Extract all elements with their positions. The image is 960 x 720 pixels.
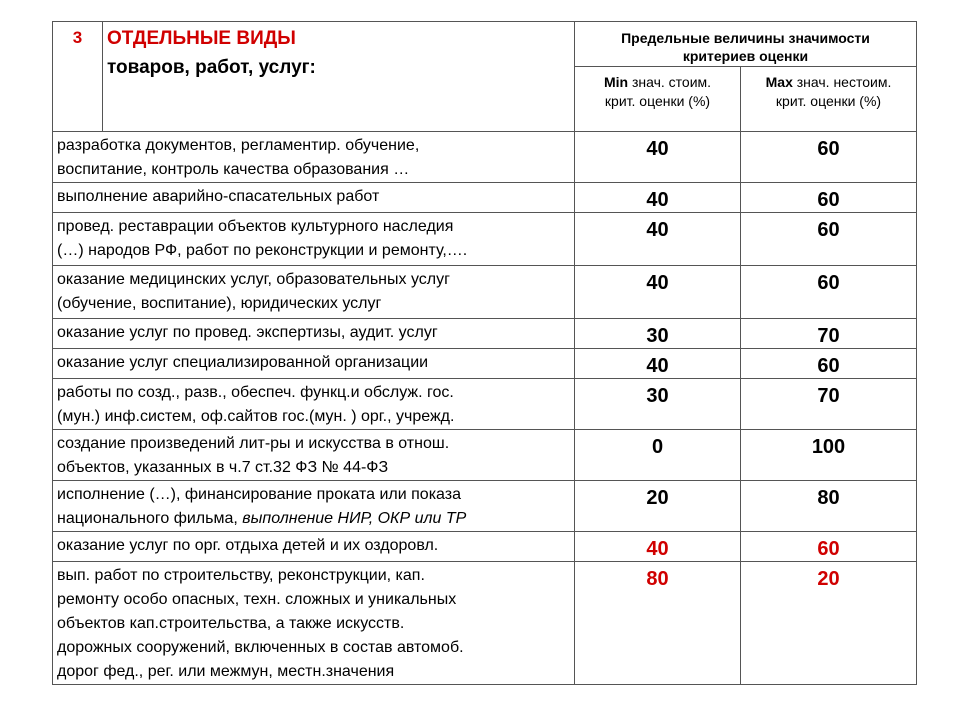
description-line: (обучение, воспитание), юридических услуг	[57, 295, 382, 312]
row-description	[53, 349, 575, 379]
description-line: (мун.) инф.систем, оф.сайтов гос.(мун. ) орг., учрежд.	[57, 408, 455, 425]
table-row	[53, 349, 917, 379]
min-value: 0	[575, 430, 741, 481]
min-abbr: Min	[603, 74, 629, 90]
description-line: дорожных сооружений, включенных в состав автомоб.	[57, 639, 464, 656]
header-row-top	[53, 22, 917, 67]
min-header-line2: крит. оценки (%)	[604, 93, 711, 109]
min-column-header	[575, 67, 741, 132]
description-line: создание произведений лит-ры и искусства в отнош.	[57, 435, 450, 452]
description-line: объектов, указанных в ч.7 ст.32 ФЗ № 44-ФЗ	[57, 459, 389, 476]
table-row	[53, 213, 917, 266]
min-value: 40	[575, 183, 741, 213]
description-line: дорог фед., рег. или межмун, местн.значения	[57, 663, 395, 680]
max-header-line1: знач. нестоим.	[792, 74, 892, 90]
description-text: национального фильма,	[57, 510, 243, 527]
limits-header-line2: критериев оценки	[682, 48, 809, 64]
section-number: 3	[53, 22, 103, 132]
description-line: оказание услуг по провед. экспертизы, аудит. услуг	[57, 324, 438, 341]
min-value: 40	[575, 213, 741, 266]
table-row	[53, 562, 917, 685]
max-value: 60	[741, 349, 917, 379]
max-value: 60	[741, 532, 917, 562]
description-line	[57, 507, 570, 531]
min-value: 30	[575, 379, 741, 430]
table-row	[53, 430, 917, 481]
section-title: ОТДЕЛЬНЫЕ ВИДЫ	[107, 28, 296, 49]
max-value: 60	[741, 213, 917, 266]
max-value: 70	[741, 379, 917, 430]
limits-header	[575, 22, 917, 67]
row-description	[53, 430, 575, 481]
table-row	[53, 379, 917, 430]
table-row	[53, 532, 917, 562]
description-line: исполнение (…), финансирование проката или показа	[57, 486, 461, 503]
description-line: оказание медицинских услуг, образовательных услуг	[57, 271, 450, 288]
min-header-line1: знач. стоим.	[628, 74, 712, 90]
section-title-cell	[103, 22, 575, 132]
table-row	[53, 319, 917, 349]
description-line: оказание услуг по орг. отдыха детей и их оздоровл.	[57, 537, 439, 554]
min-value: 20	[575, 481, 741, 532]
table-row	[53, 481, 917, 532]
criteria-table	[52, 21, 917, 685]
section-subtitle: товаров, работ, услуг:	[107, 57, 316, 78]
row-description	[53, 132, 575, 183]
max-abbr: Max	[765, 74, 793, 90]
table-row	[53, 266, 917, 319]
min-value: 40	[575, 349, 741, 379]
row-description	[53, 379, 575, 430]
limits-header-line1: Предельные величины значимости	[621, 30, 870, 46]
description-line: ремонту особо опасных, техн. сложных и уникальных	[57, 591, 457, 608]
max-value: 20	[741, 562, 917, 685]
criteria-table-container	[52, 21, 916, 685]
max-value: 60	[741, 183, 917, 213]
min-value: 40	[575, 532, 741, 562]
description-line: (…) народов РФ, работ по реконструкции и ремонту,….	[57, 242, 468, 259]
description-line: вып. работ по строительству, реконструкции, кап.	[57, 567, 425, 584]
min-value: 40	[575, 132, 741, 183]
table-row	[53, 132, 917, 183]
description-italic-text: выполнение НИР, ОКР или ТР	[242, 510, 467, 527]
max-value: 60	[741, 132, 917, 183]
table-row	[53, 183, 917, 213]
min-value: 30	[575, 319, 741, 349]
description-line: выполнение аварийно-спасательных работ	[57, 188, 380, 205]
min-value: 80	[575, 562, 741, 685]
description-line: разработка документов, регламентир. обучение,	[57, 137, 420, 154]
row-description	[53, 213, 575, 266]
max-column-header	[741, 67, 917, 132]
row-description	[53, 266, 575, 319]
min-value: 40	[575, 266, 741, 319]
description-line: воспитание, контроль качества образования …	[57, 161, 410, 178]
row-description	[53, 562, 575, 685]
max-value: 100	[741, 430, 917, 481]
description-line: провед. реставрации объектов культурного наследия	[57, 218, 454, 235]
max-value: 60	[741, 266, 917, 319]
description-line: оказание услуг специализированной организации	[57, 354, 429, 371]
row-description	[53, 532, 575, 562]
row-description	[53, 319, 575, 349]
row-description	[53, 481, 575, 532]
max-value: 70	[741, 319, 917, 349]
max-value: 80	[741, 481, 917, 532]
max-header-line2: крит. оценки (%)	[775, 93, 882, 109]
description-line: объектов кап.строительства, а также искусств.	[57, 615, 405, 632]
row-description	[53, 183, 575, 213]
description-line: работы по созд., разв., обеспеч. функц.и обслуж. гос.	[57, 384, 454, 401]
